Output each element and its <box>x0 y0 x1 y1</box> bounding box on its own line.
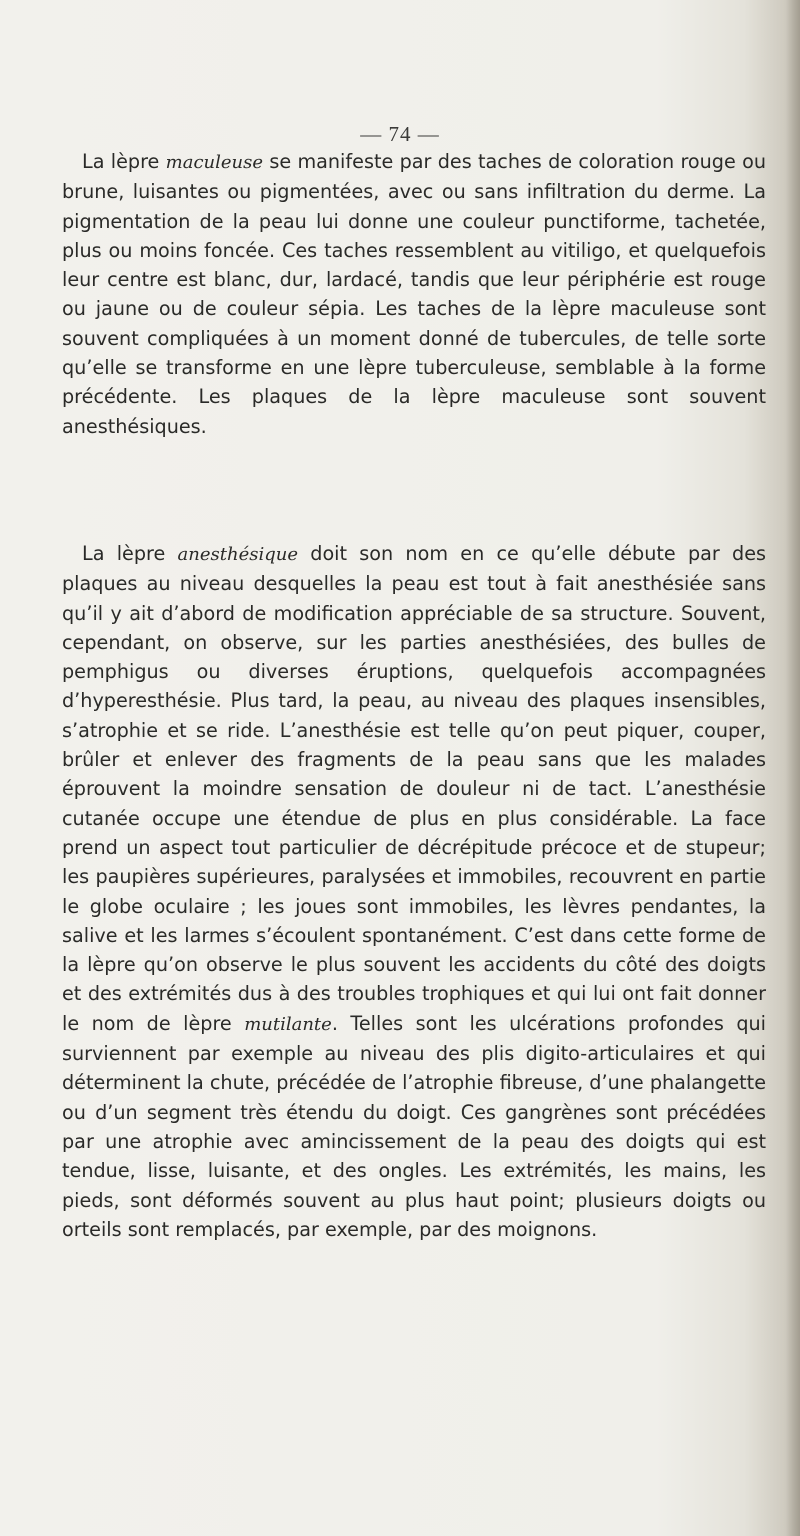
paragraph-1-start: La lèpre <box>82 150 166 173</box>
page-number: — 74 — <box>360 122 440 146</box>
page-edge-shadow <box>786 0 800 1536</box>
paragraph-anesthesique <box>62 539 766 1244</box>
paragraph-1-body: se manifeste par des taches de coloration rouge ou brune, luisantes ou pigmentées, avec ou sans infiltration du derme. La pigmentation de la peau lui donne une couleur punctiforme, tachetée, plus ou moins foncée. Ces taches ressemblent au vitiligo, et quelquefois leur centre est blanc, dur, lardacé, tandis que leur périphérie est rouge ou jaune ou de couleur sépia. Les taches de la lèpre maculeuse sont souvent compliquées à un moment donné de tubercules, de telle sorte qu’elle se transforme en une lèpre tuberculeuse, semblable à la forme précédente. Les plaques de la lèpre maculeuse sont souvent anesthésiques. <box>62 150 766 438</box>
paragraph-2-start: La lèpre <box>82 542 178 565</box>
paragraph-maculeuse <box>62 147 766 441</box>
paragraph-2-end: . Telles sont les ulcérations profondes qui surviennent par exemple au niveau des plis digito-articulaires et qui déterminent la chute, précédée de l’atrophie fibreuse, d’une phalangette ou d’un segment très étendu du doigt. Ces gangrènes sont précédées par une atrophie avec amincissement de la peau des doigts qui est tendue, lisse, luisante, et des ongles. Les extrémités, les mains, les pieds, sont déformés souvent au plus haut point; plusieurs doigts ou orteils sont remplacés, par exemple, par des moignons. <box>62 1011 766 1241</box>
term-anesthesique: anesthésique <box>177 544 299 565</box>
term-mutilante: mutilante <box>244 1013 332 1035</box>
term-maculeuse: maculeuse <box>165 152 264 173</box>
paragraph-2-body: doit son nom en ce qu’elle débute par des plaques au niveau desquelles la peau est tout à fait anesthésiée sans qu’il y ait d’abord de modification appréciable de sa structure. Souvent, cependant, on observe, sur les parties anesthésiées, des bulles de pemphigus ou diverses éruptions, quelquefois accompagnées d’hyperesthésie. Plus tard, la peau, au niveau des plaques insensibles, s’atrophie et se ride. L’anesthésie est telle qu’on peut piquer, couper, brûler et enlever des fragments de la peau sans que les malades éprouvent la moindre sensation de douleur ni de tact. L’anesthésie cutanée occupe une étendue de plus en plus considérable. La face prend un aspect tout particulier de décrépitude précoce et de stupeur; les paupières supérieures, paralysées et immobiles, recouvrent en partie le globe oculaire ; les joues sont immobiles, les lèvres pendantes, la salive et les larmes s’écoulent spontanément. C’est dans cette forme de la lèpre qu’on observe le plus souvent les accidents du côté des doigts et des extrémités dus à des troubles trophiques et qui lui ont fait donner le nom de lèpre <box>62 542 767 1035</box>
